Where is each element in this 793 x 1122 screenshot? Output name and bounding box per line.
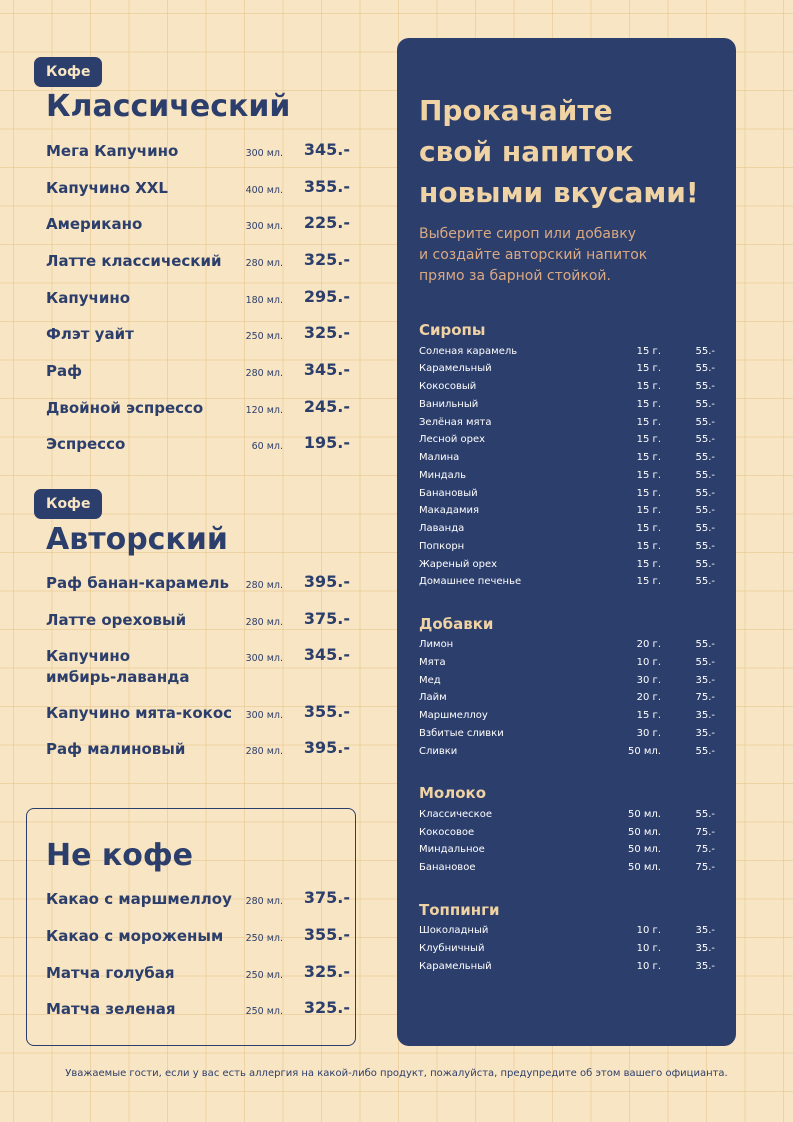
addon-name: Попкорн	[419, 541, 465, 552]
item-name	[46, 646, 242, 688]
addon-qty: 15 г.	[636, 399, 661, 410]
item-price: 325.-	[303, 250, 350, 269]
addon-name: Мята	[419, 657, 446, 668]
allergy-notice: Уважаемые гости, если у вас есть аллергия на какой-либо продукт, пожалуйста, предупредите об этом вашего официанта.	[65, 1068, 728, 1079]
item-volume: 300 мл.	[245, 148, 283, 159]
addon-name: Взбитые сливки	[419, 728, 504, 739]
addon-price: 75.-	[695, 827, 715, 838]
addon-row	[419, 378, 715, 396]
addon-price: 35.-	[695, 675, 715, 686]
category-title-toppings: Топпинги	[419, 901, 500, 919]
addon-price: 35.-	[695, 728, 715, 739]
addon-price: 55.-	[695, 809, 715, 820]
addon-qty: 20 г.	[636, 639, 661, 650]
menu-item	[46, 288, 350, 318]
item-price: 345.-	[303, 140, 350, 159]
addon-price: 55.-	[695, 346, 715, 357]
item-volume: 280 мл.	[245, 617, 283, 628]
addon-qty: 50 мл.	[627, 844, 661, 855]
item-name: Капучино	[46, 289, 131, 307]
menu-item	[46, 324, 350, 354]
item-price: 395.-	[303, 738, 350, 757]
addon-name: Малина	[419, 452, 460, 463]
addon-row	[419, 689, 715, 707]
item-name: Капучино XXL	[46, 179, 168, 197]
item-name: Какао с маршмеллоу	[46, 890, 232, 908]
addon-name: Карамельный	[419, 363, 492, 374]
addon-price: 55.-	[695, 488, 715, 499]
addon-name: Клубничный	[419, 943, 485, 954]
item-volume: 300 мл.	[245, 653, 283, 664]
addon-row	[419, 485, 715, 503]
panel-title-line: Прокачайте	[419, 94, 613, 127]
menu-item	[46, 610, 350, 640]
item-volume: 400 мл.	[245, 185, 283, 196]
addon-row	[419, 343, 715, 361]
addon-name: Сливки	[419, 746, 458, 757]
menu-item	[46, 573, 350, 603]
item-volume: 180 мл.	[245, 295, 283, 306]
addon-name: Макадамия	[419, 505, 480, 516]
addon-qty: 20 г.	[636, 692, 661, 703]
addon-qty: 50 мл.	[627, 809, 661, 820]
addon-name: Лесной орех	[419, 434, 486, 445]
addon-qty: 15 г.	[636, 710, 661, 721]
item-price: 395.-	[303, 572, 350, 591]
category-title-milk: Молоко	[419, 784, 487, 802]
addon-row	[419, 449, 715, 467]
addon-name: Зелёная мята	[419, 417, 492, 428]
item-name: Какао с мороженым	[46, 927, 224, 945]
addon-name: Кокосовое	[419, 827, 475, 838]
section-title-classic: Классический	[46, 89, 291, 124]
addon-qty: 15 г.	[636, 541, 661, 552]
addon-price: 55.-	[695, 434, 715, 445]
addon-qty: 10 г.	[636, 961, 661, 972]
item-volume: 250 мл.	[245, 1006, 283, 1017]
item-price: 355.-	[303, 702, 350, 721]
menu-item	[46, 889, 350, 919]
addon-row	[419, 725, 715, 743]
addon-qty: 15 г.	[636, 417, 661, 428]
item-price: 325.-	[303, 998, 350, 1017]
item-price: 355.-	[303, 177, 350, 196]
addon-row	[419, 467, 715, 485]
addon-price: 35.-	[695, 710, 715, 721]
category-title-additions: Добавки	[419, 615, 494, 633]
addon-row	[419, 502, 715, 520]
item-volume: 250 мл.	[245, 970, 283, 981]
item-volume: 280 мл.	[245, 258, 283, 269]
item-name: Флэт уайт	[46, 325, 134, 343]
item-volume: 280 мл.	[245, 580, 283, 591]
addon-qty: 30 г.	[636, 675, 661, 686]
item-price: 295.-	[303, 287, 350, 306]
panel-subtitle	[419, 224, 719, 287]
addon-row	[419, 859, 715, 877]
item-price: 245.-	[303, 397, 350, 416]
item-name: Матча зеленая	[46, 1000, 176, 1018]
addon-price: 55.-	[695, 541, 715, 552]
item-price: 345.-	[303, 360, 350, 379]
addon-row	[419, 538, 715, 556]
addon-price: 75.-	[695, 692, 715, 703]
section-title-author: Авторский	[46, 522, 228, 557]
addon-name: Лаванда	[419, 523, 465, 534]
addon-name: Миндальное	[419, 844, 485, 855]
addon-qty: 15 г.	[636, 363, 661, 374]
item-price: 345.-	[303, 645, 350, 664]
addon-price: 55.-	[695, 576, 715, 587]
addon-row	[419, 556, 715, 574]
addon-qty: 30 г.	[636, 728, 661, 739]
menu-item	[46, 141, 350, 171]
addon-row	[419, 922, 715, 940]
item-price: 325.-	[303, 962, 350, 981]
addon-name: Лайм	[419, 692, 447, 703]
addon-row	[419, 360, 715, 378]
item-name: Матча голубая	[46, 964, 175, 982]
addon-price: 35.-	[695, 961, 715, 972]
menu-item	[46, 214, 350, 244]
item-volume: 300 мл.	[245, 710, 283, 721]
panel-title-line: новыми вкусами!	[419, 176, 699, 209]
addon-qty: 10 г.	[636, 925, 661, 936]
addon-row	[419, 806, 715, 824]
addon-qty: 15 г.	[636, 452, 661, 463]
addon-row	[419, 414, 715, 432]
addon-name: Лимон	[419, 639, 454, 650]
item-volume: 250 мл.	[245, 933, 283, 944]
addon-qty: 15 г.	[636, 381, 661, 392]
addon-name: Жареный орех	[419, 559, 498, 570]
addon-price: 55.-	[695, 559, 715, 570]
item-name: Латте ореховый	[46, 611, 187, 629]
addon-qty: 15 г.	[636, 559, 661, 570]
addon-name: Маршмеллоу	[419, 710, 488, 721]
item-name: Мега Капучино	[46, 142, 179, 160]
item-volume: 300 мл.	[245, 221, 283, 232]
item-volume: 280 мл.	[245, 368, 283, 379]
section-title-not-coffee: Не кофе	[46, 838, 193, 873]
addon-row	[419, 743, 715, 761]
menu-item	[46, 739, 350, 769]
coffee-badge-classic: Кофе	[34, 57, 102, 87]
item-name: Раф банан-карамель	[46, 574, 229, 592]
item-price: 355.-	[303, 925, 350, 944]
addon-qty: 10 г.	[636, 943, 661, 954]
addon-qty: 10 г.	[636, 657, 661, 668]
addon-name: Миндаль	[419, 470, 466, 481]
menu-item	[46, 178, 350, 208]
addon-name: Соленая карамель	[419, 346, 518, 357]
item-volume: 120 мл.	[245, 405, 283, 416]
addon-qty: 50 мл.	[627, 862, 661, 873]
item-name-line: Капучино	[46, 647, 131, 665]
panel-subtitle-line: Выберите сироп или добавку	[419, 226, 637, 242]
addon-price: 35.-	[695, 943, 715, 954]
addon-price: 55.-	[695, 417, 715, 428]
addon-price: 75.-	[695, 862, 715, 873]
item-name-line: имбирь-лаванда	[46, 668, 190, 686]
item-volume: 60 мл.	[251, 441, 283, 452]
panel-subtitle-line: прямо за барной стойкой.	[419, 268, 611, 284]
addon-qty: 15 г.	[636, 505, 661, 516]
addon-name: Ванильный	[419, 399, 479, 410]
addon-qty: 15 г.	[636, 346, 661, 357]
addon-row	[419, 940, 715, 958]
addon-name: Классическое	[419, 809, 492, 820]
addon-name: Домашнее печенье	[419, 576, 522, 587]
addon-row	[419, 707, 715, 725]
addon-price: 55.-	[695, 470, 715, 481]
item-price: 325.-	[303, 323, 350, 342]
addon-row	[419, 824, 715, 842]
item-name: Раф	[46, 362, 82, 380]
item-volume: 280 мл.	[245, 896, 283, 907]
addon-name: Шоколадный	[419, 925, 489, 936]
addon-price: 55.-	[695, 452, 715, 463]
addon-qty: 15 г.	[636, 470, 661, 481]
addon-qty: 50 мл.	[627, 827, 661, 838]
panel-title	[419, 90, 719, 213]
item-name: Капучино мята-кокос	[46, 704, 233, 722]
item-price: 195.-	[303, 433, 350, 452]
item-volume: 280 мл.	[245, 746, 283, 757]
addon-price: 55.-	[695, 363, 715, 374]
menu-item	[46, 361, 350, 391]
addon-row	[419, 396, 715, 414]
addon-row	[419, 573, 715, 591]
addon-price: 55.-	[695, 639, 715, 650]
addon-row	[419, 636, 715, 654]
addon-name: Карамельный	[419, 961, 492, 972]
item-name: Американо	[46, 215, 143, 233]
addon-price: 55.-	[695, 381, 715, 392]
item-name: Двойной эспрессо	[46, 399, 204, 417]
addon-name: Банановое	[419, 862, 476, 873]
menu-item	[46, 703, 350, 733]
category-title-syrups: Сиропы	[419, 321, 486, 339]
item-name: Раф малиновый	[46, 740, 186, 758]
addon-qty: 15 г.	[636, 488, 661, 499]
menu-item	[46, 963, 350, 993]
addon-row	[419, 654, 715, 672]
addon-price: 35.-	[695, 925, 715, 936]
menu-item	[46, 434, 350, 464]
item-price: 225.-	[303, 213, 350, 232]
menu-item	[46, 999, 350, 1029]
addon-row	[419, 672, 715, 690]
menu-item	[46, 926, 350, 956]
addon-price: 55.-	[695, 399, 715, 410]
panel-title-line: свой напиток	[419, 135, 634, 168]
menu-item	[46, 398, 350, 428]
addon-price: 55.-	[695, 657, 715, 668]
addon-row	[419, 520, 715, 538]
menu-item	[46, 251, 350, 281]
addon-row	[419, 431, 715, 449]
item-price: 375.-	[303, 609, 350, 628]
addon-qty: 15 г.	[636, 576, 661, 587]
addon-qty: 50 мл.	[627, 746, 661, 757]
addon-row	[419, 958, 715, 976]
item-volume: 250 мл.	[245, 331, 283, 342]
addon-name: Мед	[419, 675, 441, 686]
addon-qty: 15 г.	[636, 523, 661, 534]
addons-panel	[397, 38, 736, 1046]
item-name: Эспрессо	[46, 435, 126, 453]
panel-subtitle-line: и создайте авторский напиток	[419, 247, 648, 263]
menu-item	[46, 646, 350, 688]
addon-qty: 15 г.	[636, 434, 661, 445]
addon-name: Кокосовый	[419, 381, 477, 392]
item-name: Латте классический	[46, 252, 222, 270]
addon-price: 55.-	[695, 746, 715, 757]
coffee-badge-author: Кофе	[34, 489, 102, 519]
addon-price: 75.-	[695, 844, 715, 855]
addon-price: 55.-	[695, 523, 715, 534]
item-price: 375.-	[303, 888, 350, 907]
addon-price: 55.-	[695, 505, 715, 516]
addon-row	[419, 841, 715, 859]
addon-name: Банановый	[419, 488, 478, 499]
